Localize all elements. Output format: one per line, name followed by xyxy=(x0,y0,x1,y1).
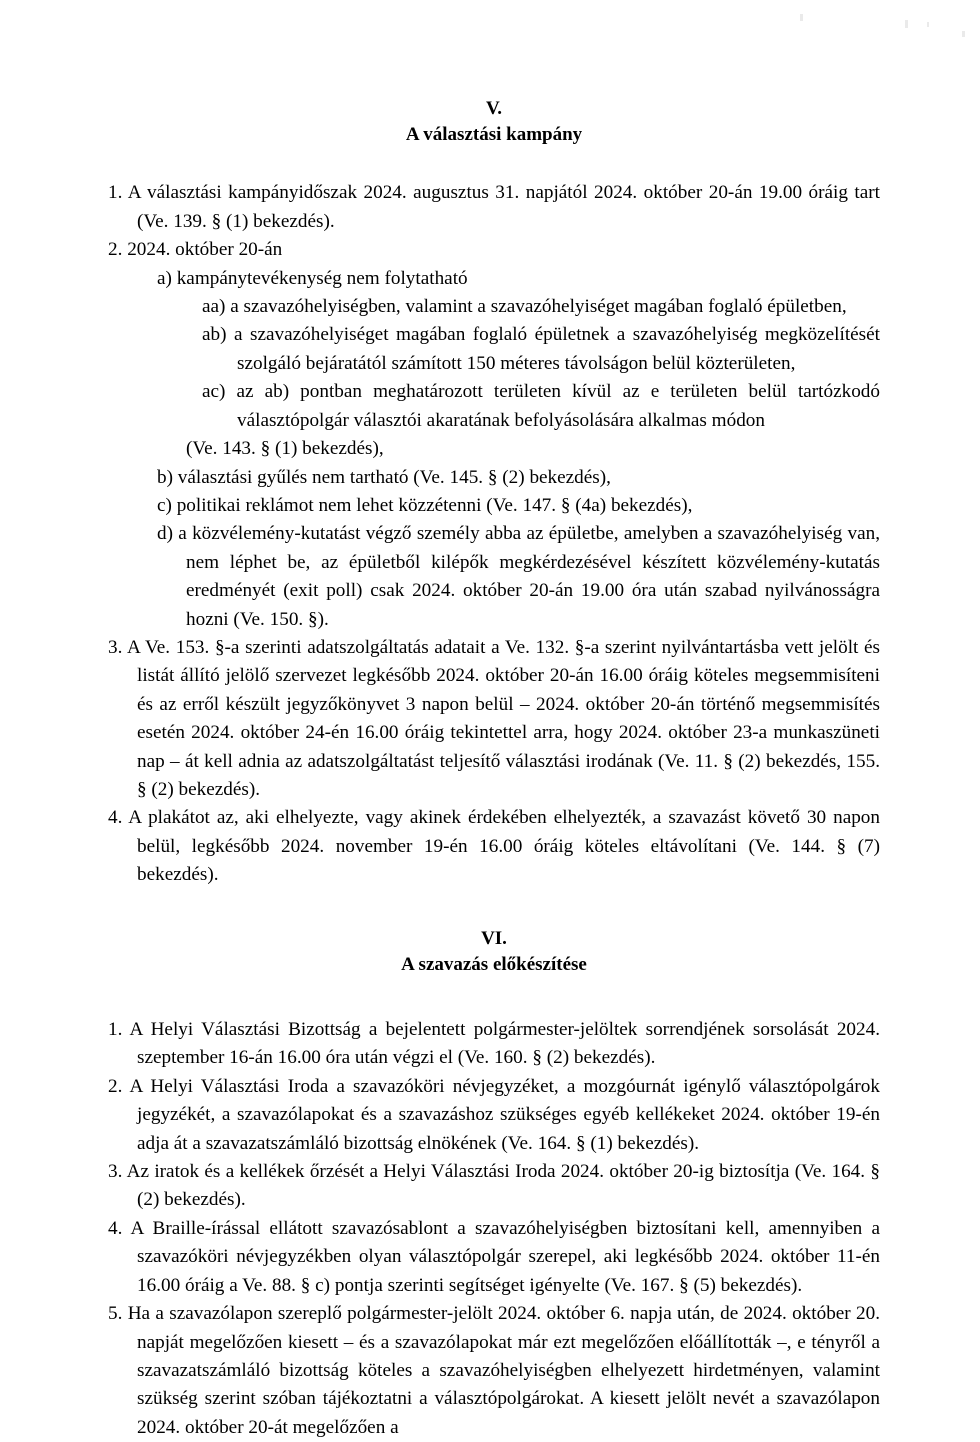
section-caption: A választási kampány xyxy=(405,124,583,146)
list-item: 2. 2024. október 20-án xyxy=(108,239,283,261)
list-item: ac) az ab) pontban meghatározott területen kívül az e területen belül tartózkodó választópolgár választói akaratának befolyásolására alkalmas módon xyxy=(202,381,880,431)
list-item: c) politikai reklámot nem lehet közzétenni (Ve. 147. § (4a) bekezdés), xyxy=(157,494,693,516)
list-item: b) választási gyűlés nem tartható (Ve. 145. § (2) bekezdés), xyxy=(157,466,611,488)
scan-speckle xyxy=(905,20,908,28)
list-item: 1. A választási kampányidőszak 2024. augusztus 31. napjától 2024. október 20-án 19.00 óráig tart (Ve. 139. § (1) bekezdés). xyxy=(108,182,880,232)
list-item: 3. Az iratok és a kellékek őrzését a Helyi Választási Iroda 2024. október 20-ig biztosítja (Ve. 164. § (2) bekezdés). xyxy=(108,1161,880,1211)
section-caption: A szavazás előkészítése xyxy=(401,953,587,975)
list-item: d) a közvélemény-kutatást végző személy abba az épületbe, amelyben a szavazóhelyiség van, nem léphet be, az épületből kilépők megkérdezésével készített közvélemény-kutatás eredményét (exit poll) csak 2024. október 20-án 19.00 óra után szabad nyilvánosságra hozni (Ve. 150. §). xyxy=(157,523,880,630)
document-body xyxy=(108,96,880,1442)
spacer xyxy=(108,978,880,1016)
spacer xyxy=(108,148,880,179)
list-item: 2. A Helyi Választási Iroda a szavazóköri névjegyzéket, a mozgóurnát igénylő választópolgárok jegyzékét, a szavazólapokat és a szavazáshoz szükséges egyéb kellékeket 2024. október 19-én adja át a szavazatszámláló bizottság elnökének (Ve. 164. § (1) bekezdés). xyxy=(108,1075,880,1154)
list-item: aa) a szavazóhelyiségben, valamint a szavazóhelyiséget magában foglaló épületben, xyxy=(202,296,847,318)
scan-speckle xyxy=(927,22,929,27)
section-heading-v xyxy=(108,96,880,148)
list-item-reference: (Ve. 143. § (1) bekezdés), xyxy=(186,438,384,460)
list-item: ab) a szavazóhelyiséget magában foglaló épületnek a szavazóhelyiség megközelítését szolgáló bejáratától számított 150 méteres távolságon belül közterületen, xyxy=(202,324,880,374)
list-item: 3. A Ve. 153. §-a szerinti adatszolgáltatás adatait a Ve. 132. §-a szerint nyilvántartásba vett jelölt és listát állító jelölő szervezet legkésőbb 2024. október 20-án 16.00 óráig köteles megsemmisíteni és az erről készült jegyzőkönyvet 3 napon belül – 2024. október 20-án történő megsemmisítés esetén 2024. október 24-én 16.00 óráig tekintettel arra, hogy 2024. október 23-a munkaszüneti nap – át kell adnia az adatszolgáltatást teljesítő választási irodának (Ve. 11. § (2) bekezdés, 155. § (2) bekezdés). xyxy=(108,636,880,800)
scan-speckle xyxy=(800,14,803,21)
section-numeral: VI. xyxy=(481,927,507,949)
scan-speckle xyxy=(962,31,965,37)
spacer xyxy=(108,890,880,926)
section-heading-vi xyxy=(108,926,880,978)
list-item: 4. A plakátot az, aki elhelyezte, vagy akinek érdekében elhelyezték, a szavazást követő 30 napon belül, legkésőbb 2024. november 19-én 16.00 óráig köteles eltávolítani (Ve. 144. § (7) bekezdés). xyxy=(108,807,880,886)
list-item: 5. Ha a szavazólapon szereplő polgármester-jelölt 2024. október 6. napja után, de 2024. október 20. napját megelőzően kiesett – és a szavazólapokat már ezt megelőzően előállították –, e tényről a szavazatszámláló bizottság köteles a szavazóhelyiségben elhelyezett hirdetményen, valamint szükség szerint szóban tájékoztatni a választópolgárokat. A kiesett jelölt nevét a szavazólapon 2024. október 20-át megelőzően a xyxy=(108,1303,880,1438)
list-item: a) kampánytevékenység nem folytatható xyxy=(157,267,468,289)
section-numeral: V. xyxy=(485,98,503,119)
list-item: 1. A Helyi Választási Bizottság a bejelentett polgármester-jelöltek sorrendjének sorsolását 2024. szeptember 16-án 16.00 óra után végzi el (Ve. 160. § (2) bekezdés). xyxy=(108,1019,880,1069)
list-item: 4. A Braille-írással ellátott szavazósablont a szavazóhelyiségben biztosítani kell, amennyiben a szavazóköri névjegyzékben olyan választópolgár szerepel, aki legkésőbb 2024. október 11-én 16.00 óráig a Ve. 88. § c) pontja szerinti segítséget igényelte (Ve. 167. § (5) bekezdés). xyxy=(108,1217,880,1296)
